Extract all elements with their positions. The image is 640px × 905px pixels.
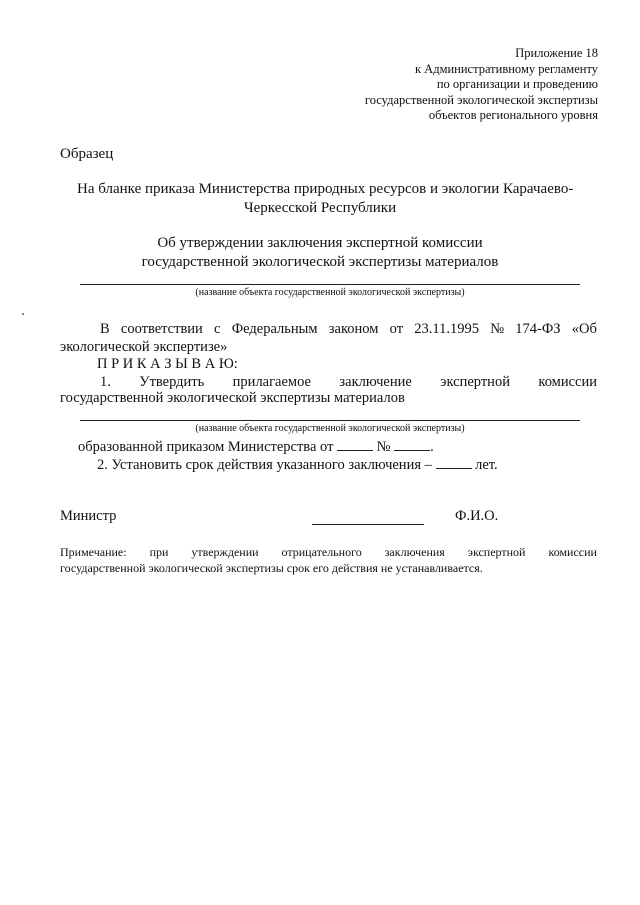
order-title-line-2: государственной экологической экспертизы материалов bbox=[141, 254, 499, 270]
appendix-header bbox=[365, 46, 598, 124]
item-word: комиссии bbox=[538, 374, 597, 390]
header-line-expertise: государственной экологической экспертизы bbox=[364, 92, 598, 107]
preamble-word: законом bbox=[328, 321, 379, 337]
preamble-word: от bbox=[389, 321, 404, 337]
validity-years-blank bbox=[436, 456, 472, 469]
item-1-object-name-caption: (название объекта государственной экологической экспертизы) bbox=[195, 423, 465, 434]
signature-name: Ф.И.О. bbox=[455, 508, 499, 524]
preamble-word: В bbox=[100, 321, 110, 337]
item-1-line-2: государственной экологической экспертизы материалов bbox=[60, 390, 405, 406]
item-word: экспертной bbox=[440, 374, 510, 390]
law-date: 23.11.1995 bbox=[414, 321, 479, 337]
header-line-appendix-number: Приложение 18 bbox=[515, 46, 598, 60]
note-label: Примечание: bbox=[60, 545, 127, 559]
item-2-text: 2. Установить срок действия указанного заключения – bbox=[97, 457, 432, 473]
item-1-object-name-line bbox=[80, 420, 580, 421]
header-line-objects: объектов регионального уровня bbox=[428, 108, 598, 122]
scan-speck bbox=[22, 313, 24, 315]
item-2-line bbox=[97, 456, 498, 474]
blank-note-line-2: Черкесской Республики bbox=[243, 200, 397, 216]
preamble-word: с bbox=[214, 321, 221, 337]
item-2-suffix: лет. bbox=[475, 457, 498, 473]
note-line-2: государственной экологической экспертизы срок его действия не устанавливается. bbox=[60, 561, 483, 575]
item-word: прилагаемое bbox=[232, 374, 311, 390]
item-number: 1. bbox=[100, 374, 111, 390]
order-number-blank bbox=[394, 438, 430, 451]
note-word: при bbox=[149, 545, 169, 559]
note-word: заключения bbox=[384, 545, 445, 559]
object-name-caption: (название объекта государственной экологической экспертизы) bbox=[195, 287, 465, 298]
law-number: 174-ФЗ bbox=[515, 321, 561, 337]
number-sign: № bbox=[490, 321, 505, 337]
note-word: отрицательного bbox=[281, 545, 362, 559]
preamble-word: «Об bbox=[571, 321, 597, 337]
blank-note-line-1: На бланке приказа Министерства природных ресурсов и экологии Карачаево- bbox=[77, 181, 574, 197]
note-word: экспертной bbox=[467, 545, 526, 559]
object-name-line bbox=[80, 284, 580, 285]
signature-role: Министр bbox=[60, 508, 117, 524]
item-1-line-3 bbox=[78, 438, 434, 456]
sample-label: Образец bbox=[60, 146, 114, 162]
signature-line bbox=[312, 524, 424, 525]
item-1-end-mark: . bbox=[430, 439, 434, 455]
preamble-word: соответствии bbox=[120, 321, 203, 337]
note-line-1 bbox=[60, 545, 597, 560]
item-1-line-1 bbox=[100, 374, 597, 391]
item-word: Утвердить bbox=[139, 374, 205, 390]
order-word: П Р И К А З Ы В А Ю: bbox=[97, 356, 238, 372]
header-line-organization: по организации и проведению bbox=[436, 77, 598, 91]
order-date-blank bbox=[337, 438, 373, 451]
note-word: утверждении bbox=[191, 545, 259, 559]
note-word: комиссии bbox=[548, 545, 597, 559]
preamble-line-2: экологической экспертизе» bbox=[60, 339, 228, 355]
item-1-line-3-text: образованной приказом Министерства от bbox=[78, 439, 334, 455]
number-sign: № bbox=[376, 439, 391, 455]
order-title-line-1: Об утверждении заключения экспертной комиссии bbox=[157, 235, 483, 251]
preamble-line-1 bbox=[100, 321, 597, 338]
header-line-regulation: к Административному регламенту bbox=[414, 61, 598, 76]
item-word: заключение bbox=[339, 374, 412, 390]
preamble-word: Федеральным bbox=[231, 321, 318, 337]
